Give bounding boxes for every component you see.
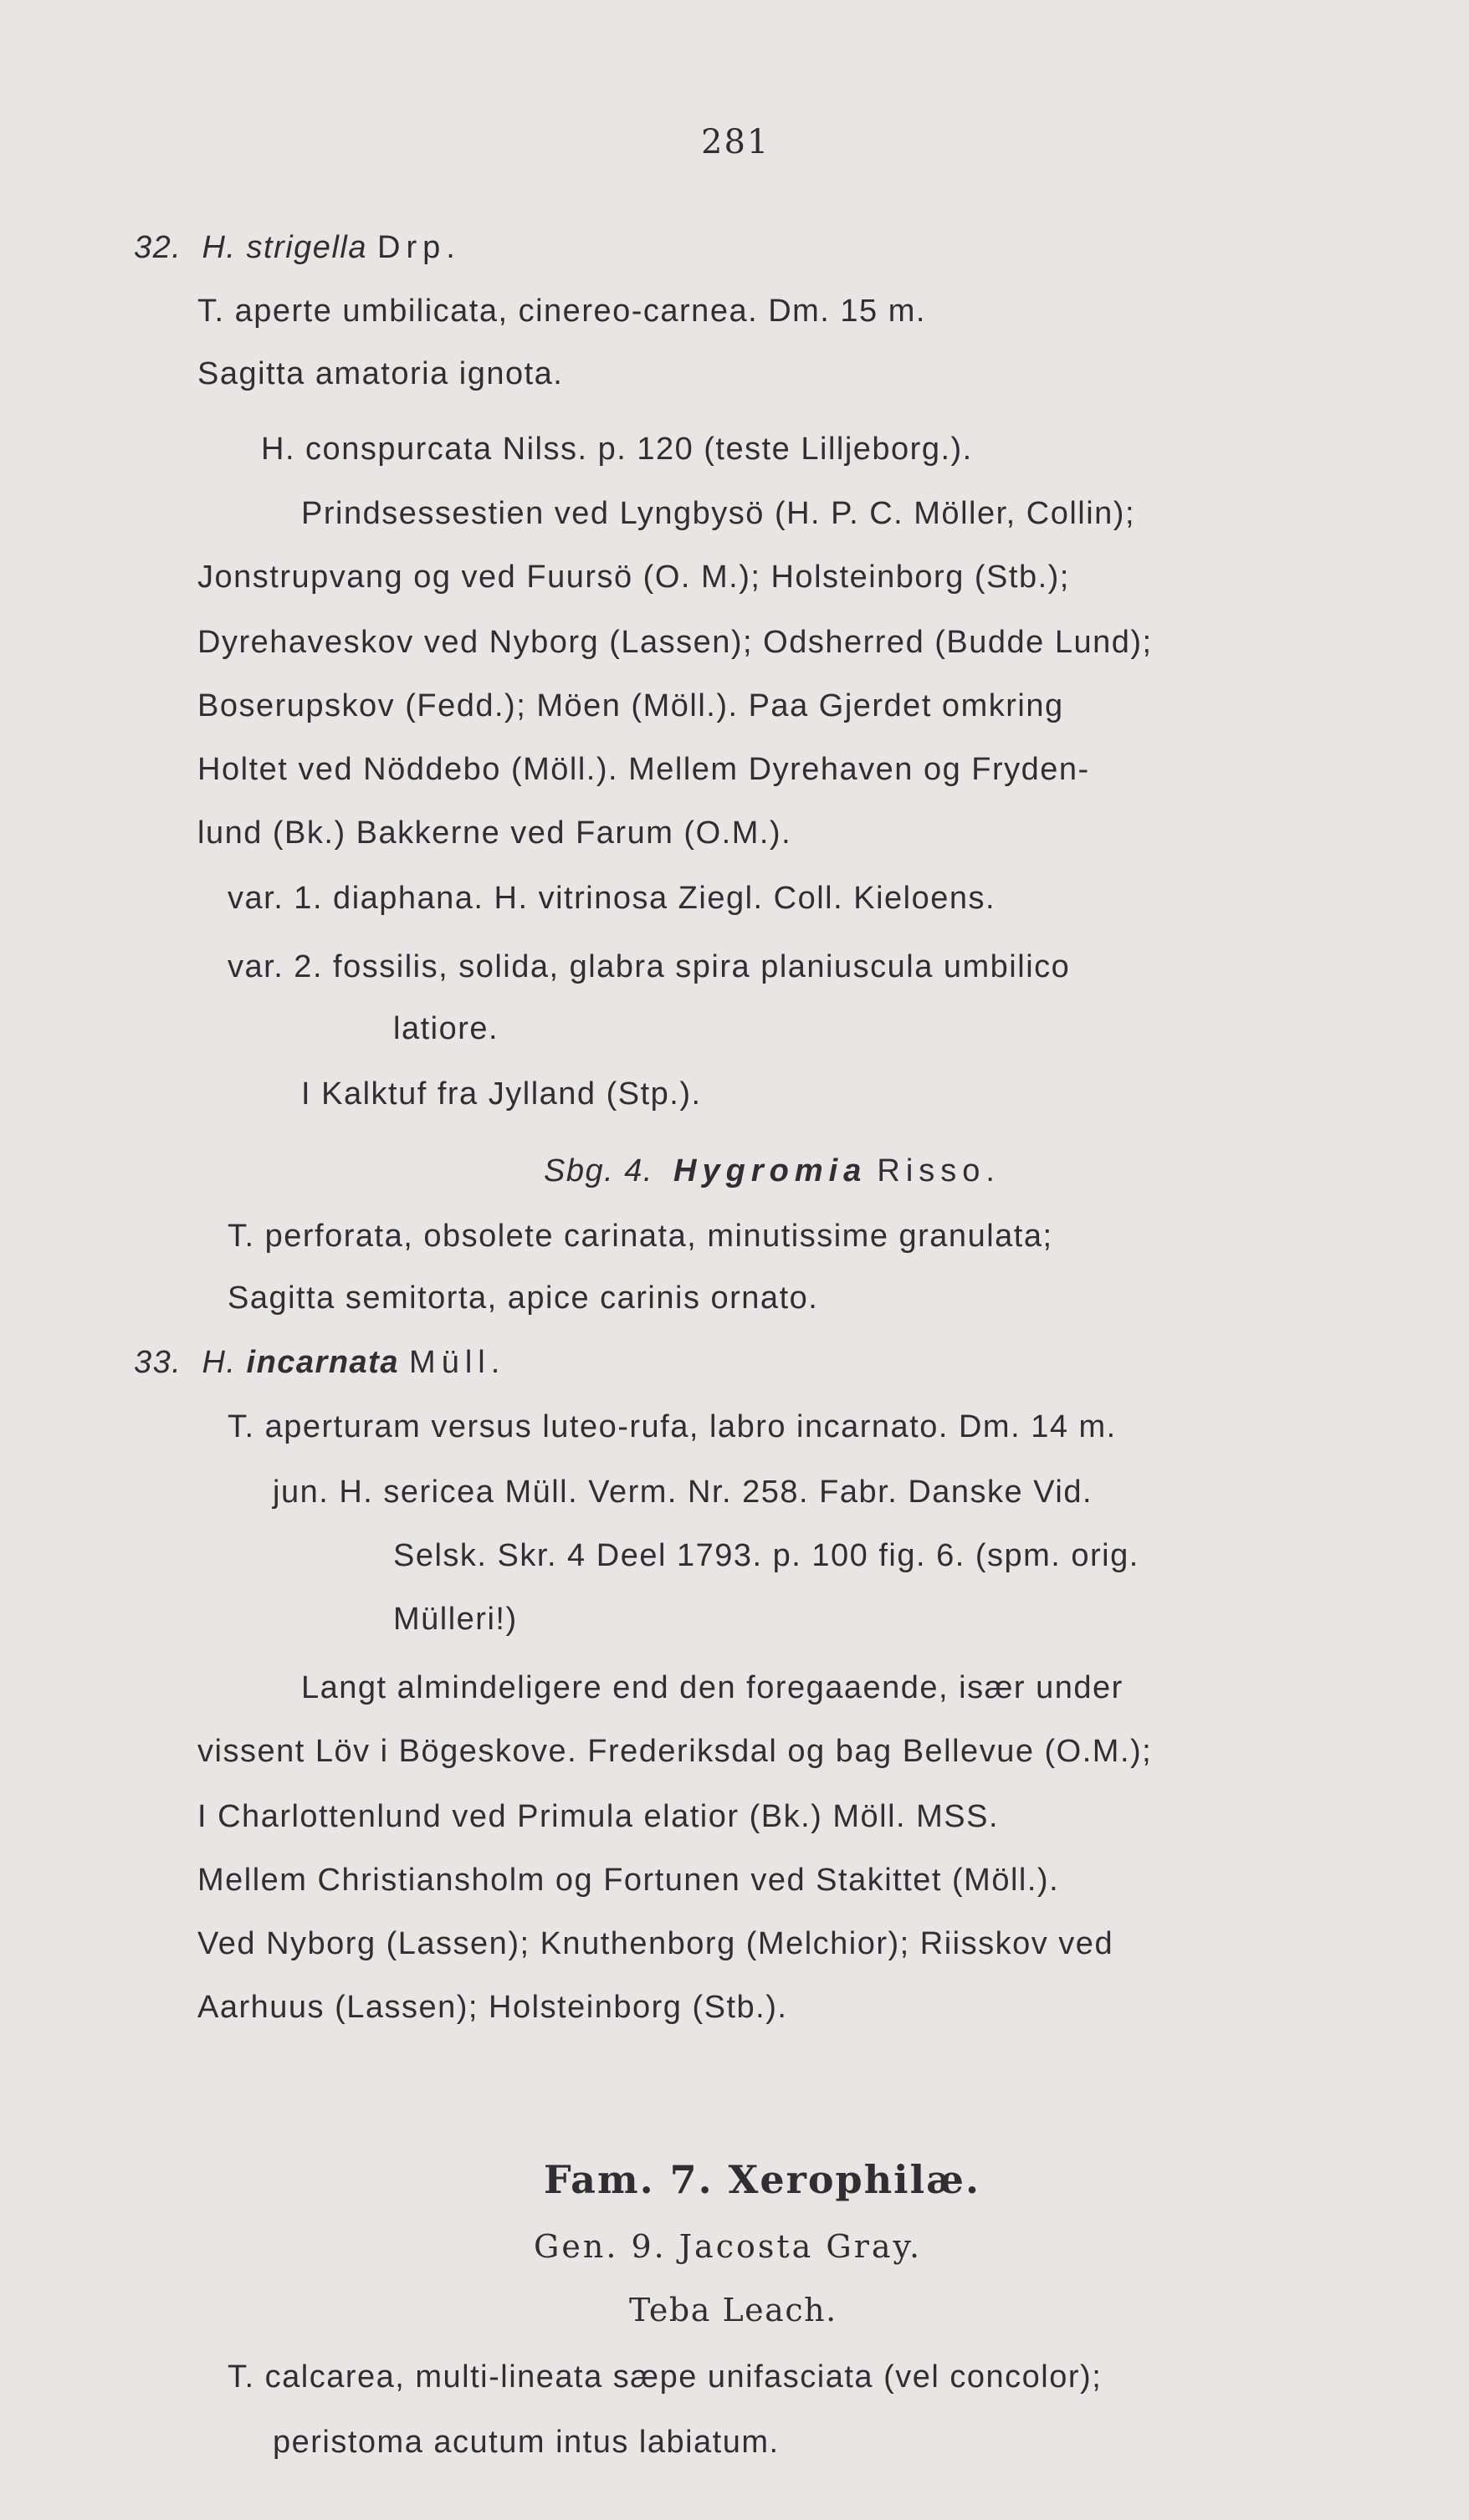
subgenus-name: Hygromia — [673, 1153, 868, 1188]
locality-line: Jonstrupvang og ved Fuursö (O. M.); Holsteinborg (Stb.); — [197, 560, 1070, 595]
genus-synonym: Teba Leach. — [629, 2292, 837, 2328]
description-line: jun. H. sericea Müll. Verm. Nr. 258. Fabr. Danske Vid. — [273, 1475, 1093, 1510]
locality-line: Ved Nyborg (Lassen); Knuthenborg (Melchior); Riisskov ved — [197, 1926, 1114, 1961]
page-number: 281 — [701, 123, 770, 161]
locality-line: vissent Löv i Bögeskove. Frederiksdal og bag Bellevue (O.M.); — [197, 1734, 1153, 1769]
subgenus-prefix: Sbg. 4. — [544, 1153, 653, 1188]
genus-abbrev: H. — [202, 230, 237, 265]
locality-line: Aarhuus (Lassen); Holsteinborg (Stb.). — [197, 1990, 788, 2025]
species-heading-33 — [134, 1344, 505, 1381]
species-author: Drp. — [377, 230, 461, 265]
subgenus-heading — [544, 1153, 1001, 1189]
species-name: strigella — [246, 230, 367, 265]
description-line: Sagitta semitorta, apice carinis ornato. — [228, 1280, 819, 1316]
locality-line: I Charlottenlund ved Primula elatior (Bk.) Möll. MSS. — [197, 1799, 1000, 1834]
variety-line: var. 2. fossilis, solida, glabra spira planiuscula umbilico — [228, 949, 1071, 984]
species-heading-32 — [134, 229, 461, 266]
locality-line: Holtet ved Nöddebo (Möll.). Mellem Dyrehaven og Fryden- — [197, 752, 1090, 787]
locality-line: Langt almindeligere end den foregaaende, især under — [301, 1670, 1124, 1705]
synonym-line: H. conspurcata Nilss. p. 120 (teste Lilljeborg.). — [261, 432, 973, 467]
variety-line: I Kalktuf fra Jylland (Stp.). — [301, 1076, 702, 1112]
variety-line: var. 1. diaphana. H. vitrinosa Ziegl. Coll. Kieloens. — [228, 881, 996, 916]
description-line: T. aperturam versus luteo-rufa, labro incarnato. Dm. 14 m. — [228, 1409, 1117, 1444]
locality-line: Dyrehaveskov ved Nyborg (Lassen); Odsherred (Budde Lund); — [197, 625, 1153, 660]
species-number: 33. — [134, 1345, 182, 1380]
description-line: T. perforata, obsolete carinata, minutissime granulata; — [228, 1219, 1053, 1254]
locality-line: Mellem Christiansholm og Fortunen ved Stakittet (Möll.). — [197, 1863, 1060, 1898]
family-heading: Fam. 7. Xerophilæ. — [544, 2157, 980, 2202]
description-line: peristoma acutum intus labiatum. — [273, 2425, 780, 2460]
description-line: Selsk. Skr. 4 Deel 1793. p. 100 fig. 6. (spm. orig. — [393, 1538, 1139, 1573]
description-line: Sagitta amatoria ignota. — [197, 356, 564, 391]
genus-heading: Gen. 9. Jacosta Gray. — [534, 2228, 923, 2265]
locality-line: Prindsessestien ved Lyngbysö (H. P. C. Möller, Collin); — [301, 496, 1136, 531]
locality-line: lund (Bk.) Bakkerne ved Farum (O.M.). — [197, 815, 792, 851]
genus-abbrev: H. — [202, 1345, 237, 1380]
species-number: 32. — [134, 230, 182, 265]
description-line: T. aperte umbilicata, cinereo-carnea. Dm. 15 m. — [197, 294, 926, 329]
locality-line: Boserupskov (Fedd.); Möen (Möll.). Paa Gjerdet omkring — [197, 688, 1064, 723]
species-name: incarnata — [246, 1345, 399, 1380]
species-author: Müll. — [409, 1345, 506, 1380]
subgenus-author: Risso. — [877, 1153, 1001, 1188]
description-line: Mülleri!) — [393, 1602, 518, 1637]
variety-line: latiore. — [393, 1011, 499, 1046]
description-line: T. calcarea, multi-lineata sæpe unifasciata (vel concolor); — [228, 2359, 1103, 2395]
